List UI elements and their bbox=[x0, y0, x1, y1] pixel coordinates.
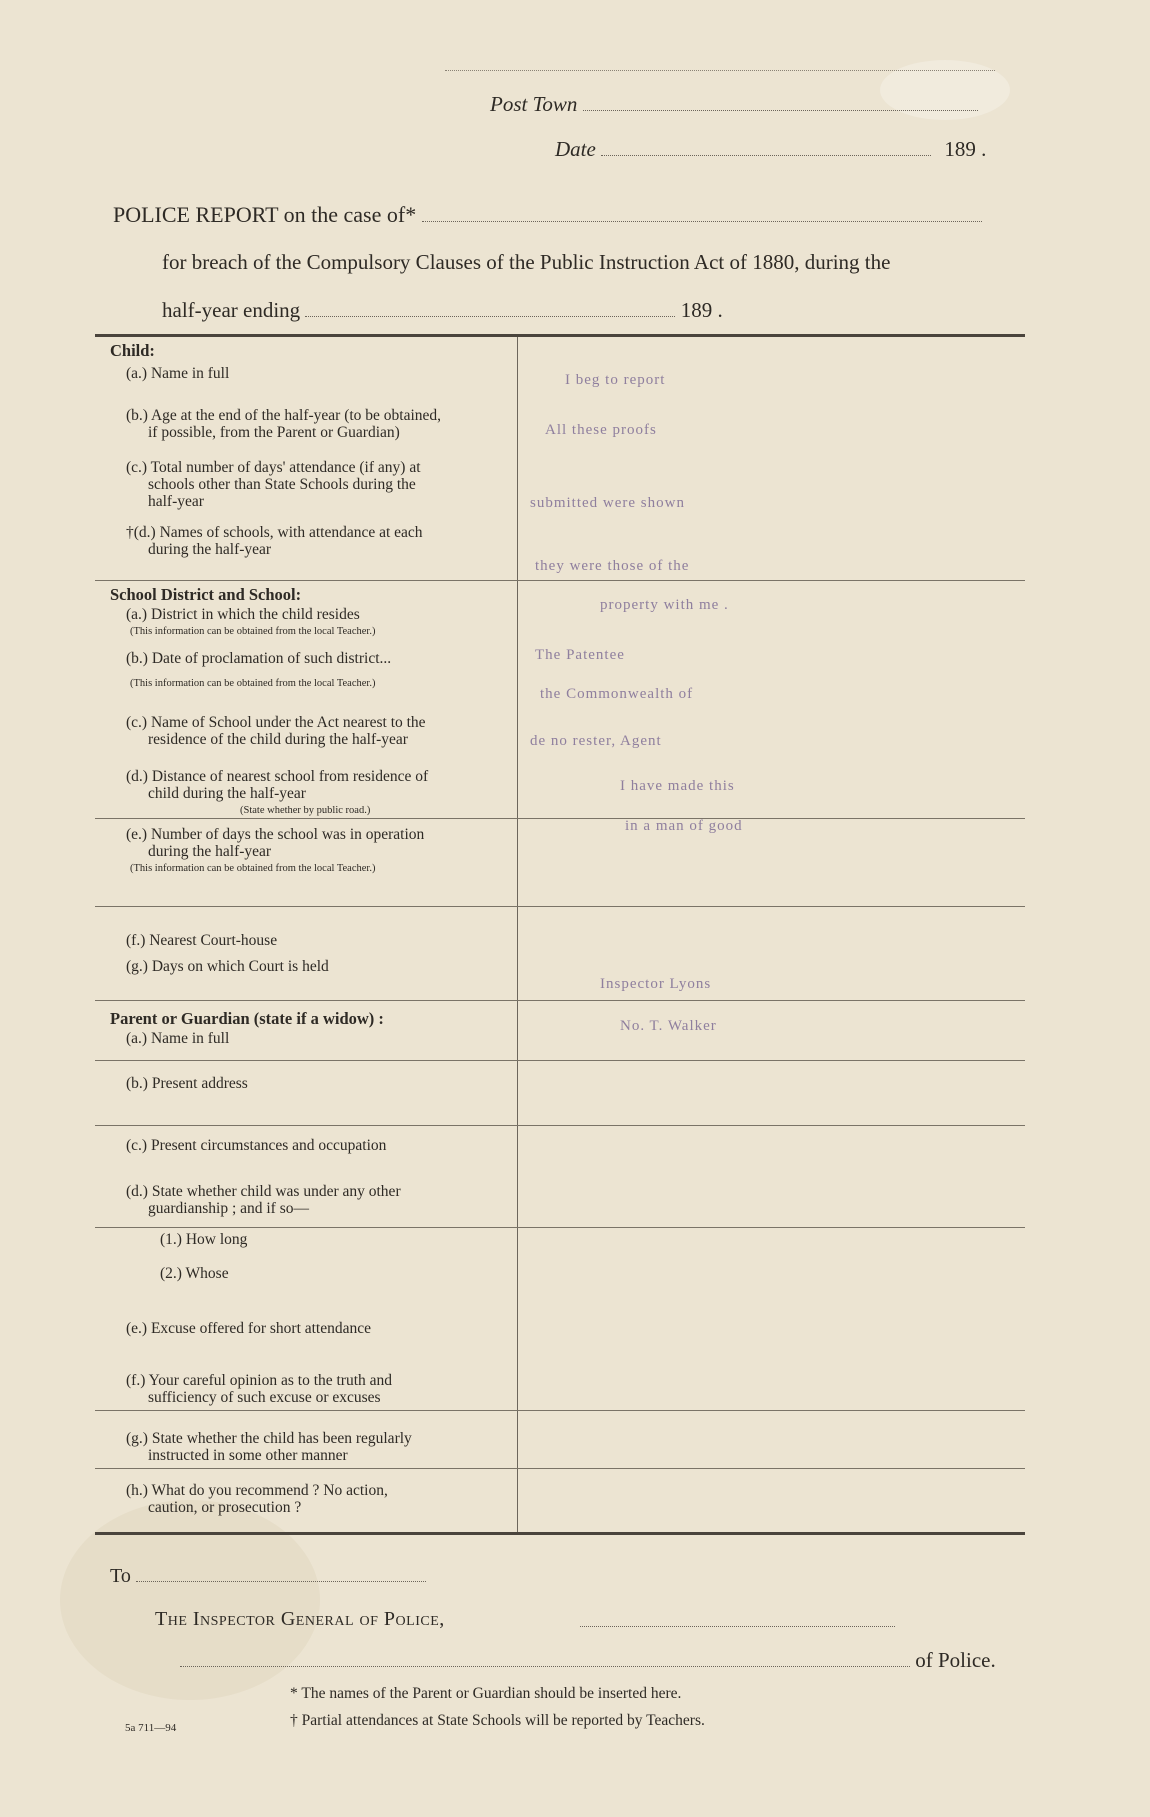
bleed-text: Inspector Lyons bbox=[600, 976, 712, 992]
table-bottom-rule bbox=[95, 1532, 1025, 1535]
instruction-label: (g.) State whether the child has been regularly bbox=[126, 1430, 412, 1447]
of-police-label: of Police. bbox=[915, 1648, 996, 1672]
breach-line: for breach of the Compulsory Clauses of the Public Instruction Act of 1880, during the bbox=[162, 250, 891, 274]
child-name-label: (a.) Name in full bbox=[126, 365, 230, 382]
instruction-cell bbox=[110, 1430, 518, 1464]
half-year-line bbox=[162, 298, 723, 323]
to-field[interactable] bbox=[136, 1581, 426, 1582]
date-label: Date bbox=[555, 137, 596, 161]
nearest-school-label: (c.) Name of School under the Act nearest to the bbox=[126, 714, 426, 731]
excuse-label: (e.) Excuse offered for short attendance bbox=[126, 1320, 372, 1337]
case-name-field[interactable] bbox=[422, 221, 982, 222]
how-long-label: (1.) How long bbox=[160, 1231, 248, 1248]
row-divider bbox=[95, 906, 1025, 907]
row-divider bbox=[95, 1000, 1025, 1001]
bleed-text: the Commonwealth of bbox=[540, 686, 694, 702]
row-divider bbox=[95, 1060, 1025, 1061]
operation-days-label: (e.) Number of days the school was in operation bbox=[126, 826, 425, 843]
parent-name-label: (a.) Name in full bbox=[126, 1030, 230, 1047]
address-cell bbox=[110, 1075, 518, 1092]
row-divider bbox=[95, 1125, 1025, 1126]
date-line bbox=[555, 137, 986, 162]
title-lead: POLICE REPORT on the case of* bbox=[113, 202, 417, 227]
whose-label: (2.) Whose bbox=[160, 1265, 229, 1282]
distance-label-cont: child during the half-year bbox=[148, 785, 306, 802]
opinion-label: (f.) Your careful opinion as to the truth and bbox=[126, 1372, 393, 1389]
bleed-text: I beg to report bbox=[565, 372, 666, 388]
half-year-field[interactable] bbox=[305, 316, 675, 317]
bleed-text: de no rester, Agent bbox=[530, 733, 662, 749]
court-house-cell bbox=[110, 932, 518, 949]
table-top-rule bbox=[95, 334, 1025, 337]
operation-days-note: (This information can be obtained from the local Teacher.) bbox=[130, 863, 376, 874]
bleed-text: in a man of good bbox=[625, 818, 743, 834]
distance-cell bbox=[110, 768, 518, 819]
child-age-label: (b.) Age at the end of the half-year (to be obtained, bbox=[126, 407, 442, 424]
child-attendance-label: (c.) Total number of days' attendance (if any) at bbox=[126, 459, 421, 476]
footnote-attendance: † Partial attendances at State Schools will be reported by Teachers. bbox=[290, 1712, 705, 1729]
of-police-line bbox=[180, 1648, 996, 1673]
parent-heading: Parent or Guardian (state if a widow) : bbox=[110, 1009, 384, 1028]
half-year-label: half-year ending bbox=[162, 298, 301, 322]
court-days-cell bbox=[110, 958, 518, 975]
child-attendance-label-cont2: half-year bbox=[148, 493, 204, 510]
instruction-label-cont: instructed in some other manner bbox=[148, 1447, 348, 1464]
district-note: (This information can be obtained from the local Teacher.) bbox=[130, 626, 376, 637]
inspector-line bbox=[155, 1608, 445, 1631]
guardianship-cell bbox=[110, 1183, 518, 1282]
post-town-field[interactable] bbox=[583, 110, 978, 111]
district-section bbox=[110, 586, 518, 748]
district-heading: School District and School: bbox=[110, 585, 302, 604]
bleed-text: No. T. Walker bbox=[620, 1018, 717, 1034]
child-schools-label: †(d.) Names of schools, with attendance at each bbox=[126, 524, 423, 541]
excuse-cell bbox=[110, 1320, 518, 1337]
recommend-label-cont: caution, or prosecution ? bbox=[148, 1499, 302, 1516]
child-heading: Child: bbox=[110, 341, 155, 360]
signature-line[interactable] bbox=[580, 1626, 895, 1627]
row-divider bbox=[95, 580, 1025, 581]
operation-days-cell bbox=[110, 826, 518, 877]
print-reference: 5a 711—94 bbox=[125, 1722, 177, 1734]
bleed-text: property with me . bbox=[600, 597, 729, 613]
bleed-text: they were those of the bbox=[535, 558, 690, 574]
row-divider bbox=[95, 1468, 1025, 1469]
proclamation-note: (This information can be obtained from the local Teacher.) bbox=[130, 678, 376, 689]
inspector-general: The Inspector General of Police, bbox=[155, 1608, 445, 1630]
date-year: 189 . bbox=[944, 137, 987, 161]
post-town-line bbox=[490, 92, 978, 117]
distance-note: (State whether by public road.) bbox=[240, 805, 371, 816]
recommend-cell bbox=[110, 1482, 518, 1516]
distance-label: (d.) Distance of nearest school from residence of bbox=[126, 768, 429, 785]
top-dotted-line bbox=[445, 70, 995, 71]
recommend-label: (h.) What do you recommend ? No action, bbox=[126, 1482, 388, 1499]
opinion-cell bbox=[110, 1372, 518, 1406]
circumstances-label: (c.) Present circumstances and occupation bbox=[126, 1137, 387, 1154]
footnote-parent: * The names of the Parent or Guardian should be inserted here. bbox=[290, 1685, 682, 1702]
district-label: (a.) District in which the child resides bbox=[126, 606, 360, 623]
bleed-text: All these proofs bbox=[545, 422, 657, 438]
to-line bbox=[110, 1565, 426, 1588]
row-divider bbox=[95, 1410, 1025, 1411]
bleed-text: submitted were shown bbox=[530, 495, 685, 511]
court-days-label: (g.) Days on which Court is held bbox=[126, 958, 329, 975]
half-year-year: 189 . bbox=[680, 298, 723, 322]
child-section bbox=[110, 342, 518, 558]
nearest-school-label-cont: residence of the child during the half-year bbox=[148, 731, 408, 748]
operation-days-label-cont: during the half-year bbox=[148, 843, 272, 860]
date-field[interactable] bbox=[601, 155, 931, 156]
child-attendance-label-cont: schools other than State Schools during the bbox=[148, 476, 416, 493]
to-label: To bbox=[110, 1565, 131, 1587]
child-age-label-cont: if possible, from the Parent or Guardian) bbox=[148, 424, 400, 441]
guardianship-label-cont: guardianship ; and if so— bbox=[148, 1200, 310, 1217]
opinion-label-cont: sufficiency of such excuse or excuses bbox=[148, 1389, 381, 1406]
parent-section bbox=[110, 1010, 518, 1047]
officer-field[interactable] bbox=[180, 1666, 910, 1667]
guardianship-label: (d.) State whether child was under any other bbox=[126, 1183, 401, 1200]
court-house-label: (f.) Nearest Court-house bbox=[126, 932, 278, 949]
post-town-label: Post Town bbox=[490, 92, 578, 116]
child-schools-label-cont: during the half-year bbox=[148, 541, 272, 558]
address-label: (b.) Present address bbox=[126, 1075, 248, 1092]
circumstances-cell bbox=[110, 1137, 518, 1154]
report-title bbox=[113, 202, 982, 228]
bleed-text: I have made this bbox=[620, 778, 735, 794]
bleed-text: The Patentee bbox=[535, 647, 625, 663]
proclamation-label: (b.) Date of proclamation of such district... bbox=[126, 650, 392, 667]
